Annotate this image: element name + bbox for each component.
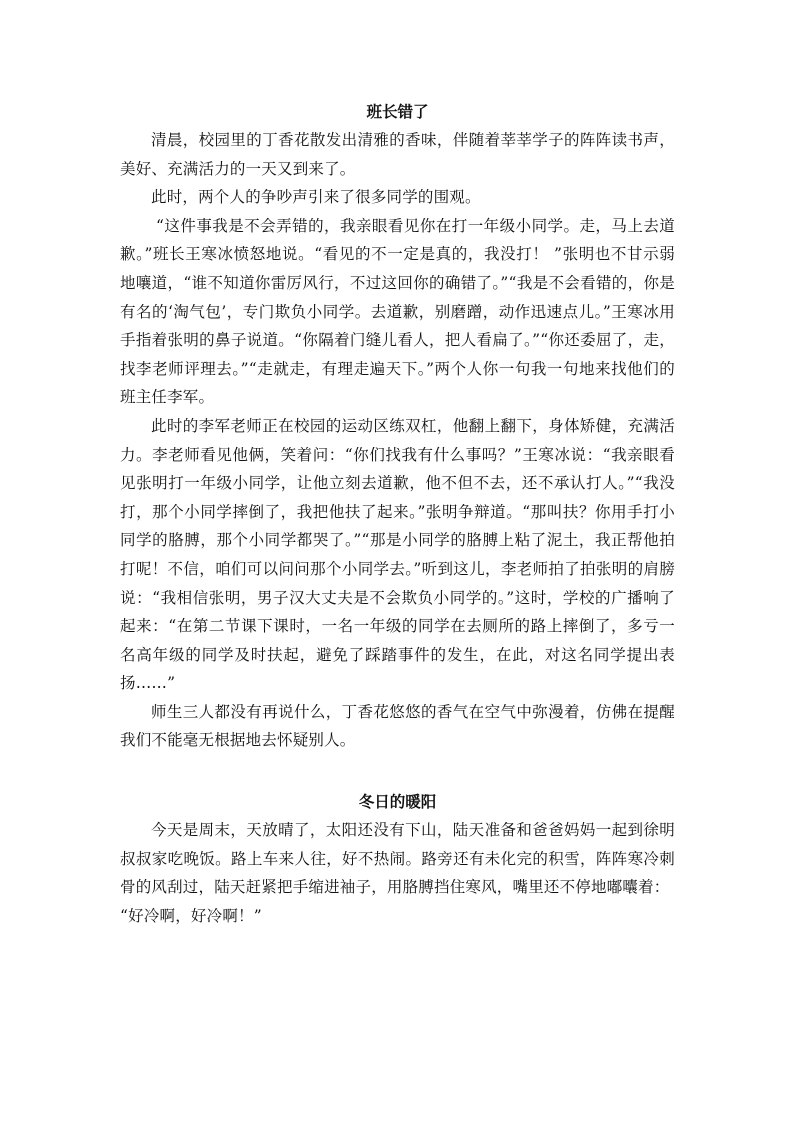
story-divider-space	[120, 755, 675, 788]
document-page	[120, 98, 675, 930]
story-paragraph: 此时的李军老师正在校园的运动区练双杠，他翻上翻下，身体矫健，充满活力。李老师看见他俩，笑着问：“你们找我有什么事吗？”王寒冰说：“我亲眼看见张明打一年级小同学，让他立刻去道歉，他不但不去，还不承认打人。”“我没打，那个小同学摔倒了，我把他扶了起来。”张明争辩道。“那叫扶？你用手打小同学的胳膊，那个小同学都哭了。”“那是小同学的胳膊上粘了泥土，我正帮他拍打呢！不信，咱们可以问问那个小同学去。”听到这儿，李老师拍了拍张明的肩膀说：“我相信张明，男子汉大丈夫是不会欺负小同学的。”这时，学校的广播响了起来：“在第二节课下课时，一名一年级的同学在去厕所的路上摔倒了，多亏一名高年级的同学及时扶起，避免了踩踏事件的发生，在此，对这名同学提出表扬……”	[120, 416, 675, 693]
story-paragraph: 清晨，校园里的丁香花散发出清雅的香味，伴随着莘莘学子的阵阵读书声，美好、充满活力的一天又到来了。	[120, 131, 675, 178]
story-paragraph: 今天是周末，天放晴了，太阳还没有下山，陆天准备和爸爸妈妈一起到徐明叔叔家吃晚饭。路上车来人往，好不热闹。路旁还有未化完的积雪，阵阵寒冷刺骨的风刮过，陆天赶紧把手缩进袖子，用胳膊挡住寒风，嘴里还不停地嘟囔着：	[120, 821, 675, 897]
story-paragraph: “这件事我是不会弄错的，我亲眼看见你在打一年级小同学。走，马上去道歉。”班长王寒冰愤怒地说。“看见的不一定是真的，我没打！ ”张明也不甘示弱地嚷道，“谁不知道你雷厉风行，不过这回你的确错了。”“我是不会看错的，你是有名的‘淘气包’，专门欺负小同学。去道歉，别磨蹭，动作迅速点儿。”王寒冰用手指着张明的鼻子说道。“你隔着门缝儿看人，把人看扁了。”“你还委屈了，走，找李老师评理去。”“走就走，有理走遍天下。”两个人你一句我一句地来找他们的班主任李军。	[120, 216, 675, 407]
story-paragraph: 此时，两个人的争吵声引来了很多同学的围观。	[151, 188, 481, 207]
story-paragraph: 师生三人都没有再说什么，丁香花悠悠的香气在空气中弥漫着，仿佛在提醒我们不能毫无根据地去怀疑别人。	[120, 702, 675, 750]
story-paragraph: “好冷啊，好冷啊！”	[120, 906, 262, 925]
story-winter-sun	[120, 788, 675, 930]
story-class-monitor-wrong	[120, 98, 675, 755]
story-title: 冬日的暖阳	[358, 792, 437, 812]
story-title: 班长错了	[366, 102, 429, 121]
